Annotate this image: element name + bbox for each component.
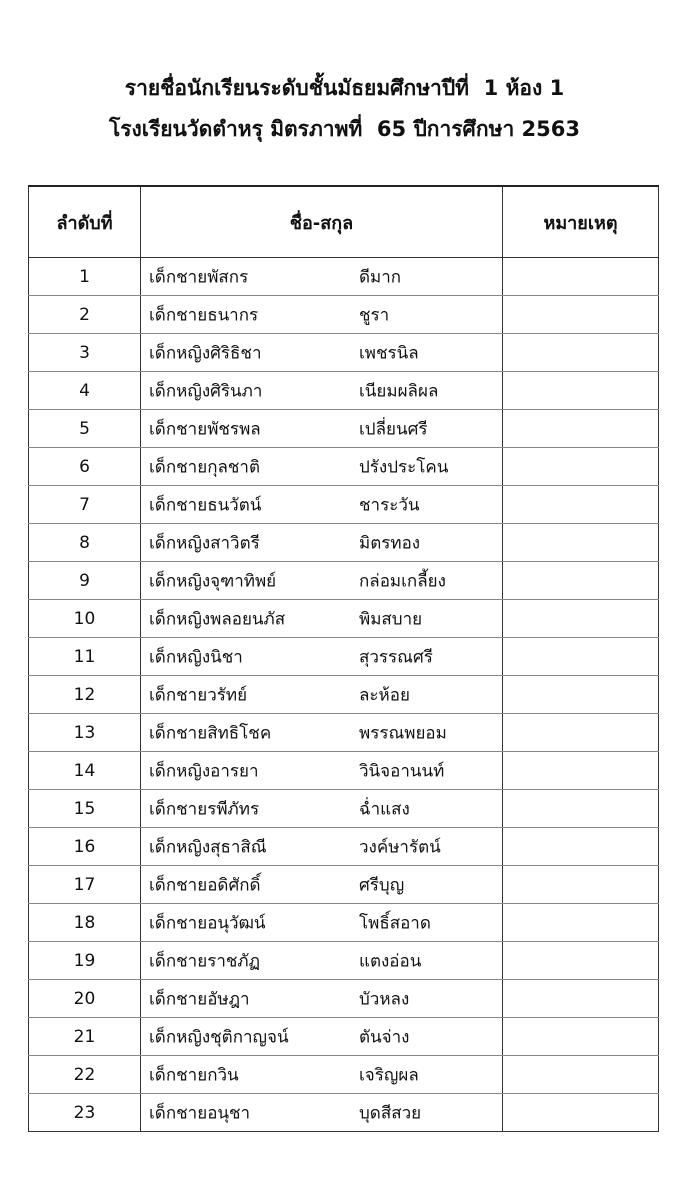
student-first-name: เด็กชายพัสกร (149, 267, 249, 287)
row-number: 10 (29, 600, 141, 638)
student-name-cell (141, 638, 503, 676)
student-name-cell (141, 790, 503, 828)
student-first-name: เด็กชายธนากร (149, 305, 259, 325)
student-last-name: ชูรา (359, 305, 390, 325)
row-number: 15 (29, 790, 141, 828)
row-number: 19 (29, 942, 141, 980)
table-row (29, 828, 659, 866)
row-number: 12 (29, 676, 141, 714)
remark-cell (503, 258, 659, 296)
student-name-cell (141, 1094, 503, 1132)
student-last-name: เจริญผล (359, 1065, 419, 1085)
column-header-name: ชื่อ-สกุล (141, 186, 503, 258)
row-number: 9 (29, 562, 141, 600)
student-last-name: ปรังประโคน (359, 457, 449, 477)
student-name-cell (141, 372, 503, 410)
remark-cell (503, 524, 659, 562)
student-first-name: เด็กหญิงชุติกาญจน์ (149, 1027, 289, 1047)
student-name-cell (141, 296, 503, 334)
row-number: 20 (29, 980, 141, 1018)
student-first-name: เด็กชายกวิน (149, 1065, 239, 1085)
student-first-name: เด็กชายอัษฎา (149, 989, 250, 1009)
student-name-cell (141, 410, 503, 448)
student-name-cell (141, 486, 503, 524)
table-row (29, 524, 659, 562)
student-last-name: มิตรทอง (359, 533, 421, 553)
remark-cell (503, 752, 659, 790)
student-name-cell (141, 866, 503, 904)
remark-cell (503, 562, 659, 600)
row-number: 18 (29, 904, 141, 942)
table-row (29, 334, 659, 372)
table-row (29, 448, 659, 486)
student-last-name: โพธิ์สอาด (359, 913, 431, 933)
column-header-number: ลำดับที่ (29, 186, 141, 258)
student-first-name: เด็กชายรพีภัทร (149, 799, 260, 819)
table-row (29, 904, 659, 942)
remark-cell (503, 296, 659, 334)
student-last-name: ดีมาก (359, 267, 402, 287)
remark-cell (503, 866, 659, 904)
table-row (29, 942, 659, 980)
remark-cell (503, 1018, 659, 1056)
student-first-name: เด็กหญิงศิรินภา (149, 381, 263, 401)
table-row (29, 676, 659, 714)
table-row (29, 714, 659, 752)
remark-cell (503, 600, 659, 638)
student-last-name: เนียมผลิผล (359, 381, 439, 401)
student-roster-table (28, 185, 659, 1132)
student-last-name: ละห้อย (359, 685, 410, 705)
student-name-cell (141, 904, 503, 942)
remark-cell (503, 904, 659, 942)
student-last-name: บัวหลง (359, 989, 410, 1009)
row-number: 13 (29, 714, 141, 752)
remark-cell (503, 828, 659, 866)
column-header-remark: หมายเหตุ (503, 186, 659, 258)
row-number: 2 (29, 296, 141, 334)
row-number: 6 (29, 448, 141, 486)
student-name-cell (141, 828, 503, 866)
table-row (29, 372, 659, 410)
remark-cell (503, 334, 659, 372)
student-last-name: วงค์ษารัตน์ (359, 837, 441, 857)
remark-cell (503, 676, 659, 714)
table-row (29, 410, 659, 448)
student-first-name: เด็กชายราชภัฏ (149, 951, 261, 971)
page-subtitle: โรงเรียนวัดตำหรุ มิตรภาพที่ 65 ปีการศึกษา 2563 (108, 117, 580, 141)
student-first-name: เด็กชายกุลชาติ (149, 457, 261, 477)
table-row (29, 752, 659, 790)
page-title: รายชื่อนักเรียนระดับชั้นมัธยมศึกษาปีที่ 1 ห้อง 1 (124, 76, 565, 100)
student-first-name: เด็กชายพัชรพล (149, 419, 261, 439)
remark-cell (503, 1056, 659, 1094)
student-last-name: พรรณพยอม (359, 723, 447, 743)
student-name-cell (141, 334, 503, 372)
row-number: 21 (29, 1018, 141, 1056)
student-last-name: ฉ่ำแสง (359, 799, 410, 819)
table-row (29, 486, 659, 524)
student-last-name: พิมสบาย (359, 609, 423, 629)
table-row (29, 600, 659, 638)
row-number: 7 (29, 486, 141, 524)
student-first-name: เด็กหญิงพลอยนภัส (149, 609, 286, 629)
student-first-name: เด็กชายธนวัตน์ (149, 495, 262, 515)
student-name-cell (141, 258, 503, 296)
student-first-name: เด็กชายวรัทย์ (149, 685, 248, 705)
table-row (29, 562, 659, 600)
student-last-name: ตันจ่าง (359, 1027, 410, 1047)
table-row (29, 296, 659, 334)
table-row (29, 1018, 659, 1056)
row-number: 3 (29, 334, 141, 372)
student-first-name: เด็กหญิงสุธาสิณี (149, 837, 267, 857)
student-last-name: กล่อมเกลี้ยง (359, 571, 446, 591)
student-first-name: เด็กชายอนุชา (149, 1103, 251, 1123)
table-body (29, 258, 659, 1132)
student-last-name: ชาระวัน (359, 495, 420, 515)
student-last-name: แตงอ่อน (359, 951, 422, 971)
table-row (29, 866, 659, 904)
student-last-name: เปลี่ยนศรี (359, 419, 428, 439)
student-first-name: เด็กหญิงสาวิตรี (149, 533, 260, 553)
remark-cell (503, 410, 659, 448)
remark-cell (503, 942, 659, 980)
table-header-row (29, 186, 659, 258)
student-name-cell (141, 1018, 503, 1056)
row-number: 23 (29, 1094, 141, 1132)
row-number: 17 (29, 866, 141, 904)
student-last-name: เพชรนิล (359, 343, 419, 363)
student-last-name: ศรีบุญ (359, 875, 405, 895)
student-last-name: วินิจอานนท์ (359, 761, 445, 781)
student-first-name: เด็กชายอดิศักดิ์ (149, 875, 261, 895)
student-name-cell (141, 980, 503, 1018)
student-first-name: เด็กหญิงนิชา (149, 647, 243, 667)
student-name-cell (141, 942, 503, 980)
student-first-name: เด็กหญิงอารยา (149, 761, 259, 781)
row-number: 22 (29, 1056, 141, 1094)
row-number: 11 (29, 638, 141, 676)
student-last-name: สุวรรณศรี (359, 647, 433, 667)
row-number: 1 (29, 258, 141, 296)
row-number: 5 (29, 410, 141, 448)
student-first-name: เด็กชายอนุวัฒน์ (149, 913, 266, 933)
table-row (29, 980, 659, 1018)
student-name-cell (141, 752, 503, 790)
remark-cell (503, 714, 659, 752)
row-number: 14 (29, 752, 141, 790)
row-number: 8 (29, 524, 141, 562)
remark-cell (503, 638, 659, 676)
student-name-cell (141, 1056, 503, 1094)
student-name-cell (141, 676, 503, 714)
student-first-name: เด็กหญิงศิริธิชา (149, 343, 262, 363)
student-name-cell (141, 714, 503, 752)
student-name-cell (141, 524, 503, 562)
remark-cell (503, 448, 659, 486)
student-first-name: เด็กชายสิทธิโชค (149, 723, 272, 743)
student-name-cell (141, 562, 503, 600)
student-name-cell (141, 448, 503, 486)
table-row (29, 790, 659, 828)
student-first-name: เด็กหญิงจุฑาทิพย์ (149, 571, 277, 591)
table-row (29, 638, 659, 676)
remark-cell (503, 790, 659, 828)
row-number: 4 (29, 372, 141, 410)
table-row (29, 1094, 659, 1132)
table-row (29, 258, 659, 296)
student-last-name: บุดสีสวย (359, 1103, 422, 1123)
row-number: 16 (29, 828, 141, 866)
student-name-cell (141, 600, 503, 638)
remark-cell (503, 372, 659, 410)
remark-cell (503, 1094, 659, 1132)
remark-cell (503, 980, 659, 1018)
remark-cell (503, 486, 659, 524)
table-row (29, 1056, 659, 1094)
